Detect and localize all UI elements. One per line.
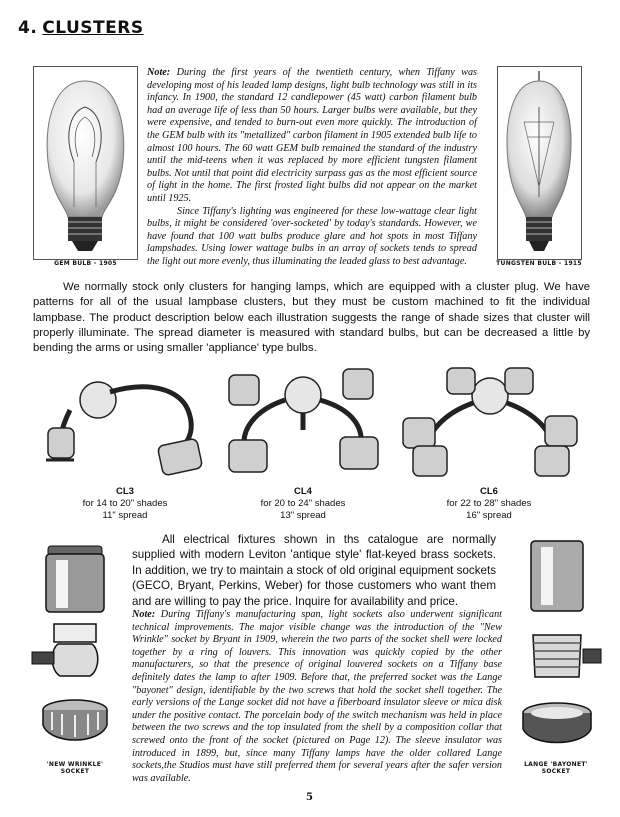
bulb-note-label: Note: [147, 67, 171, 78]
sockets-note-label: Note: [132, 609, 156, 620]
cluster-cl4-label [243, 486, 363, 522]
cluster-code: CL3 [116, 486, 134, 497]
sockets-note [132, 609, 502, 785]
sockets-note-text: During Tiffany's manufacturing span, light sockets also underwent significant technical improvements. The major visible change was the introduction of the "New Wrinkle" socket by Bryant in 1909, wherein the two parts of the socket shell were locked together by a ring of louvers. This innovation was quickly copied by the other manufacturers, so that the presence of original louvered sockets on a Tiffany base definitely dates the lamp to after 1909. Before that, the preferred socket was the Lange "bayonet" design, identifiable by the two screws that hold the socket shell together. The early versions of the Lange socket did not have a fiberboard insulator sleeve or mica disk under the positive contact. The porcelain body of the switch mechanism was held in place between the two screws and the top insulated from the shell by a composition collar that screwed onto the front of the socket (pictured on Page 12). The sleeve insulator was introduced in 1899, but, since many Tiffany lamps have the older collared Lange sockets,the Studios must have still preferred them for several years after the safer version was available. [132, 609, 503, 784]
lange-bayonet-socket-caption [508, 761, 604, 775]
new-wrinkle-caption-line2: SOCKET [60, 768, 90, 775]
intro-paragraph: We normally stock only clusters for hanging lamps, which are equipped with a cluster plug. We have patterns for all of the usual lampbase clusters, but they must be custom machined to fit the individual lampbase. The product description below each illustration suggests the range of shade sizes that cluster will properly illuminate. The spread diameter is measured with standard bulbs, but can be decreased a little by bending the arms or using smaller 'appliance' type bulbs. [33, 281, 590, 355]
gem-bulb-image [34, 67, 137, 259]
tungsten-bulb-photo [497, 66, 582, 260]
cluster-shades: for 14 to 20" shades [82, 498, 168, 509]
tungsten-bulb-image [498, 67, 581, 259]
page-heading [18, 18, 144, 38]
bulb-note-para2: Since Tiffany's lighting was engineered for these low-wattage clear light bulbs, it might be considered 'over-socketed' by today's standards. However, we have found that 100 watt bulbs produce glare and hot spots in most Tiffany lampshades. Using lower wattage bulbs in an array of sockets tends to spread the light out more evenly, thus illuminating the leaded glass to best advantage. [147, 205, 477, 267]
gem-bulb-caption: GEM BULB - 1905 [54, 260, 117, 267]
tungsten-bulb-caption: TUNGSTEN BULB - 1915 [496, 260, 582, 267]
cluster-code: CL6 [480, 486, 498, 497]
cluster-cl3-image [40, 370, 210, 480]
heading-number: 4. [18, 18, 38, 38]
sockets-paragraph: All electrical fixtures shown in ths catalogue are normally supplied with modern Leviton 'antique style' flat-keyed brass sockets. In addition, we try to maintain a stock of old original equipment sockets (GECO, Bryant, Perkins, Weber) for those customers who want them and are willing to pay the price. Inquire for availability and price. [132, 533, 496, 608]
cluster-spread: 11" spread [102, 510, 148, 521]
lange-caption-line2: SOCKET [541, 768, 571, 775]
bulb-note-para1 [147, 67, 477, 206]
cluster-shades: for 20 to 24" shades [260, 498, 346, 509]
new-wrinkle-socket-image [30, 540, 120, 760]
heading-title: CLUSTERS [42, 18, 144, 38]
bulb-note [147, 67, 477, 269]
lange-caption-line1: LANGE 'BAYONET' [524, 761, 588, 768]
cluster-cl6-label [428, 486, 550, 522]
cluster-spread: 16" spread [466, 510, 512, 521]
cluster-code: CL4 [294, 486, 312, 497]
cluster-shades: for 22 to 28" shades [446, 498, 532, 509]
new-wrinkle-socket-caption [28, 761, 122, 775]
cluster-cl4-image [215, 355, 390, 480]
new-wrinkle-caption-line1: 'NEW WRINKLE' [46, 761, 104, 768]
lange-bayonet-socket-image [513, 535, 603, 760]
cluster-cl3-label [65, 486, 185, 522]
gem-bulb-photo [33, 66, 138, 260]
bulb-note-text1: During the first years of the twentieth century, when Tiffany was developing most of his leaded lamp designs, light bulb technology was still in its infancy. In 1900, the standard 12 candlepower (45 watt) carbon filament bulb had an average life of less than 50 hours. Larger bulbs were available, but they were expensive, and tended to burn-out even more quickly. The introduction of the GEM bulb with its "metallized" carbon filament in 1905 extended bulb life to almost 100 hours. The 60 watt GEM bulb remained the standard of the industry until the mid-teens when it was replaced by more efficient tungsten filament bulbs. Not until that point did electricity surpass gas as the most efficient source of light in the home. The first frosted light bulbs did not appear on the market until 1925. [147, 67, 478, 204]
cluster-spread: 13" spread [280, 510, 326, 521]
page-number: 5 [306, 792, 313, 803]
cluster-cl6-image [395, 358, 585, 480]
